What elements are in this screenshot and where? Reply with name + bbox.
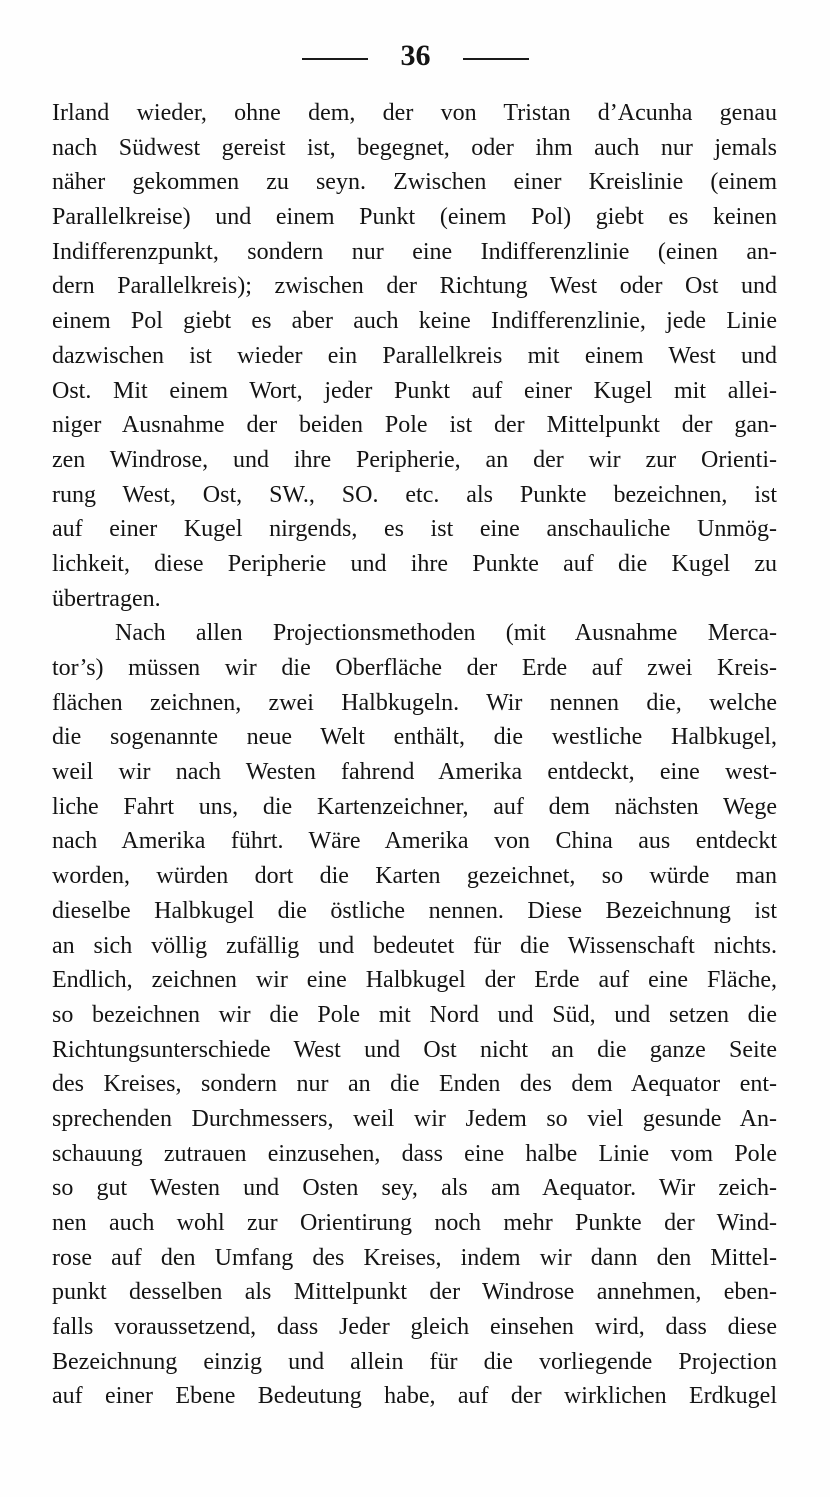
text-line: an sich völlig zufällig und bedeutet für die Wissenschaft nichts. [52,932,777,959]
text-line: worden, würden dort die Karten gezeichnet, so würde man [52,863,777,890]
text-line: so bezeichnen wir die Pole mit Nord und Süd, und setzen die [52,1001,777,1028]
text-line: flächen zeichnen, zwei Halbkugeln. Wir nennen die, welche [52,689,777,716]
text-line: dieselbe Halbkugel die östliche nennen. Diese Bezeichnung ist [52,897,777,924]
text-line: Endlich, zeichnen wir eine Halbkugel der Erde auf eine Fläche, [52,967,777,994]
page-header [0,38,830,78]
text-line: auf einer Kugel nirgends, es ist eine anschauliche Unmög- [52,516,777,543]
text-line: einem Pol giebt es aber auch keine Indifferenzlinie, jede Linie [52,308,777,335]
text-line: Indifferenzpunkt, sondern nur eine Indifferenzlinie (einen an- [52,238,777,265]
text-line: rung West, Ost, SW., SO. etc. als Punkte bezeichnen, ist [52,481,777,508]
text-line: niger Ausnahme der beiden Pole ist der Mittelpunkt der gan- [52,412,777,439]
text-line: punkt desselben als Mittelpunkt der Windrose annehmen, eben- [52,1279,777,1306]
text-line: Irland wieder, ohne dem, der von Tristan d’Acunha genau [52,100,777,126]
text-line: lichkeit, diese Peripherie und ihre Punkte auf die Kugel zu [52,550,777,577]
text-line: Nach allen Projectionsmethoden (mit Ausnahme Merca- [115,620,777,647]
text-line: Bezeichnung einzig und allein für die vorliegende Projection [52,1348,777,1375]
text-line: nach Amerika führt. Wäre Amerika von China aus entdeckt [52,828,777,855]
text-line: zen Windrose, und ihre Peripherie, an der wir zur Orienti- [52,446,777,473]
text-line: dazwischen ist wieder ein Parallelkreis mit einem West und [52,342,777,369]
text-line: nen auch wohl zur Orientirung noch mehr Punkte der Wind- [52,1210,777,1236]
text-line: auf einer Ebene Bedeutung habe, auf der wirklichen Erdkugel [52,1383,777,1410]
page-number: 36 [400,39,431,72]
text-line: Ost. Mit einem Wort, jeder Punkt auf einer Kugel mit allei- [52,377,777,404]
text-line: die sogenannte neue Welt enthält, die westliche Halbkugel, [52,724,777,751]
header-rule-right [463,58,529,60]
text-line: rose auf den Umfang des Kreises, indem wir dann den Mittel- [52,1244,777,1271]
header-rule-left [302,58,368,60]
page-body [52,96,777,1414]
text-line: Richtungsunterschiede West und Ost nicht an die ganze Seite [52,1036,777,1063]
text-line: falls voraussetzend, dass Jeder gleich einsehen wird, dass diese [52,1314,777,1341]
text-line: liche Fahrt uns, die Kartenzeichner, auf dem nächsten Wege [52,793,777,820]
text-line: schauung zutrauen einzusehen, dass eine halbe Linie vom Pole [52,1140,777,1167]
text-line: übertragen. [52,585,161,612]
text-line: so gut Westen und Osten sey, als am Aequator. Wir zeich- [52,1175,777,1202]
text-line: weil wir nach Westen fahrend Amerika entdeckt, eine west- [52,759,777,786]
text-line: sprechenden Durchmessers, weil wir Jedem so viel gesunde An- [52,1105,777,1132]
text-line: Parallelkreise) und einem Punkt (einem Pol) giebt es keinen [52,204,777,231]
text-line: tor’s) müssen wir die Oberfläche der Erde auf zwei Kreis- [52,655,777,681]
text-line: des Kreises, sondern nur an die Enden des dem Aequator ent- [52,1071,777,1098]
text-line: dern Parallelkreis); zwischen der Richtung West oder Ost und [52,273,777,300]
text-line: nach Südwest gereist ist, begegnet, oder ihm auch nur jemals [52,134,777,161]
text-line: näher gekommen zu seyn. Zwischen einer Kreislinie (einem [52,169,777,196]
